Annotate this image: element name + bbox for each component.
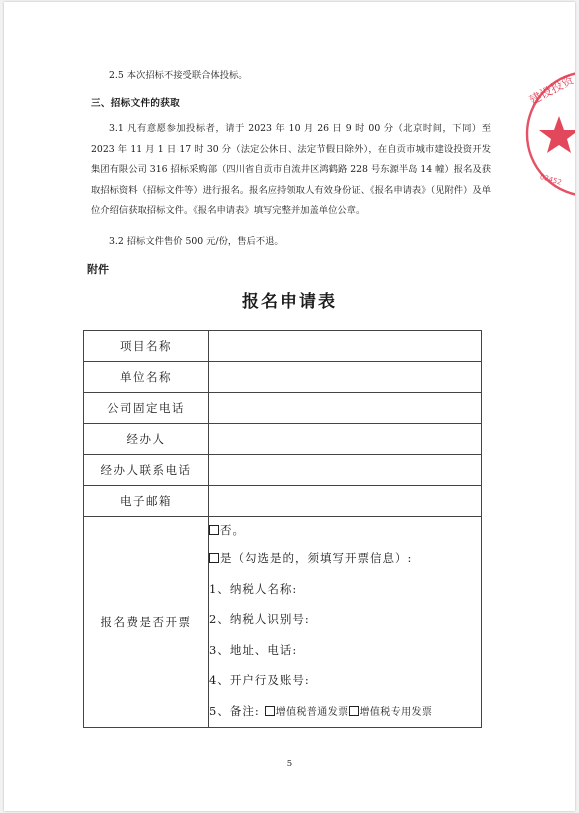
checkbox-yes[interactable] (209, 553, 219, 563)
table-row (84, 517, 482, 728)
taxpayer-id-line[interactable]: 2、纳税人识别号: (209, 612, 310, 627)
option-yes (209, 543, 481, 574)
field-handler[interactable] (209, 424, 482, 455)
table-row (84, 393, 482, 424)
section-3-heading: 三、招标文件的获取 (91, 98, 181, 109)
invoice-options-cell (209, 517, 482, 728)
item-3-1: 3.1 凡有意愿参加投标者，请于 2023 年 10 月 26 日 9 时 00 分（北京时间，下同）至 2023 年 11 月 1 日 17 时 30 分（法定公休日、法定节假日除外），在自贡市城市建设投资开发集团有限公司 316 招标采购部（四川省自贡市自流井区鸿鹤路 228 号东源半岛 14 幢）报名及获取招标资料（招标文件等）进行报名。报名应持领取人有效身份证、《报名申请表》（见附件）及单位介绍信获取招标文件。《报名申请表》填写完整并加盖单位公章。 (91, 123, 491, 216)
table-row (84, 424, 482, 455)
field-handler-phone[interactable] (209, 455, 482, 486)
form-title: 报名申请表 (242, 292, 337, 312)
table-row (84, 486, 482, 517)
field-email[interactable] (209, 486, 482, 517)
label-project-name: 项目名称 (84, 331, 209, 362)
field-company-name[interactable] (209, 362, 482, 393)
table-row (84, 331, 482, 362)
label-handler: 经办人 (84, 424, 209, 455)
option-yes-label: 是（勾选是的，须填写开票信息）: (220, 551, 413, 565)
special-invoice-label: 增值税专用发票 (359, 706, 433, 718)
field-project-name[interactable] (209, 331, 482, 362)
table-row (84, 362, 482, 393)
svg-text:02452: 02452 (538, 172, 563, 187)
checkbox-special-invoice[interactable] (349, 706, 359, 716)
page-number: 5 (286, 759, 293, 769)
document-page (4, 2, 575, 811)
bank-account-line[interactable]: 4、开户行及账号: (209, 673, 310, 688)
taxpayer-name-line[interactable]: 1、纳税人名称: (209, 581, 298, 596)
ordinary-invoice-label: 增值税普通发票 (275, 706, 349, 718)
address-phone-line[interactable]: 3、地址、电话: (209, 642, 298, 657)
remark-line (209, 696, 481, 727)
label-company-name: 单位名称 (84, 362, 209, 393)
registration-form-table (83, 330, 482, 728)
label-company-phone: 公司固定电话 (84, 393, 209, 424)
field-company-phone[interactable] (209, 393, 482, 424)
svg-text:建设投资: 建设投资 (527, 72, 576, 108)
remark-label: 5、备注: (209, 703, 260, 718)
company-seal-stamp (521, 64, 575, 214)
option-no (209, 517, 481, 543)
checkbox-ordinary-invoice[interactable] (265, 706, 275, 716)
table-row (84, 455, 482, 486)
item-2-5: 2.5 本次招标不接受联合体投标。 (109, 70, 248, 81)
label-invoice: 报名费是否开票 (84, 517, 209, 728)
checkbox-no[interactable] (209, 525, 219, 535)
item-3-2: 3.2 招标文件售价 500 元/份，售后不退。 (109, 236, 284, 247)
label-email: 电子邮箱 (84, 486, 209, 517)
attachment-label: 附件 (87, 263, 109, 276)
label-handler-phone: 经办人联系电话 (84, 455, 209, 486)
option-no-label: 否。 (220, 523, 245, 537)
